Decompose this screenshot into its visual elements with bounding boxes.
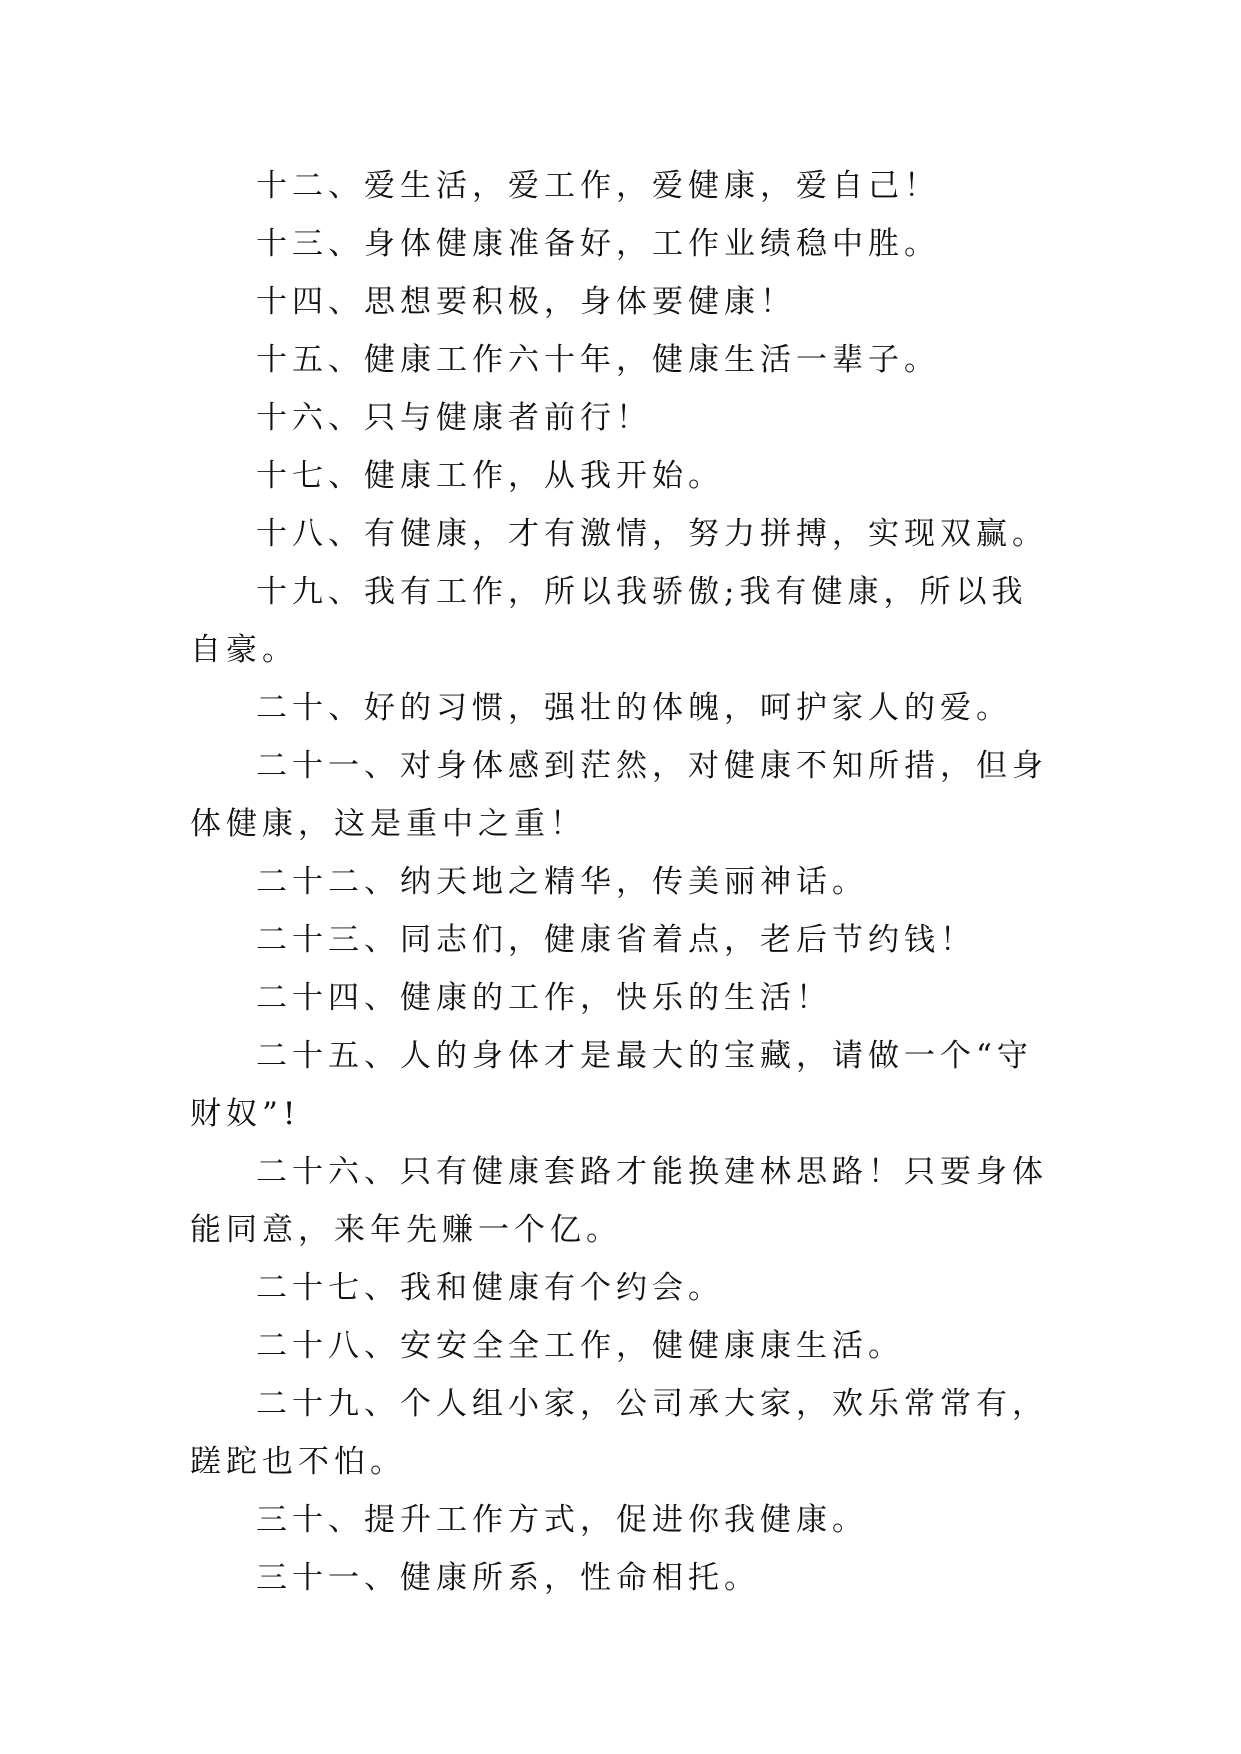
paragraph-31: 三十一、健康所系，性命相托。 [256,1560,760,1596]
paragraph-14: 十四、思想要积极，身体要健康！ [256,284,796,320]
paragraph-26: 二十六、只有健康套路才能换建林思路！只要身体能同意，来年先赚一个亿。 [190,1154,1048,1248]
paragraph-27: 二十七、我和健康有个约会。 [256,1270,724,1306]
paragraph-15: 十五、健康工作六十年，健康生活一辈子。 [256,342,940,378]
paragraph-29: 二十九、个人组小家，公司承大家，欢乐常常有，蹉跎也不怕。 [190,1386,1048,1480]
paragraph-12: 十二、爱生活，爱工作，爱健康，爱自己！ [256,168,940,204]
paragraph-13: 十三、身体健康准备好，工作业绩稳中胜。 [256,226,940,262]
paragraph-30: 三十、提升工作方式，促进你我健康。 [256,1502,868,1538]
paragraph-23: 二十三、同志们，健康省着点，老后节约钱！ [256,922,976,958]
paragraph-21: 二十一、对身体感到茫然，对健康不知所措，但身体健康，这是重中之重！ [190,748,1048,842]
paragraph-19: 十九、我有工作，所以我骄傲;我有健康，所以我自豪。 [190,574,1028,668]
document-body [190,157,1050,1607]
paragraph-17: 十七、健康工作，从我开始。 [256,458,724,494]
paragraph-25: 二十五、人的身体才是最大的宝藏，请做一个“守财奴”! [190,1038,1033,1132]
paragraph-18: 十八、有健康，才有激情，努力拼搏，实现双赢。 [256,516,1048,552]
paragraph-28: 二十八、安安全全工作，健健康康生活。 [256,1328,904,1364]
paragraph-20: 二十、好的习惯，强壮的体魄，呵护家人的爱。 [256,690,1012,726]
paragraph-16: 十六、只与健康者前行！ [256,400,652,436]
paragraph-22: 二十二、纳天地之精华，传美丽神话。 [256,864,868,900]
paragraph-24: 二十四、健康的工作，快乐的生活！ [256,980,832,1016]
